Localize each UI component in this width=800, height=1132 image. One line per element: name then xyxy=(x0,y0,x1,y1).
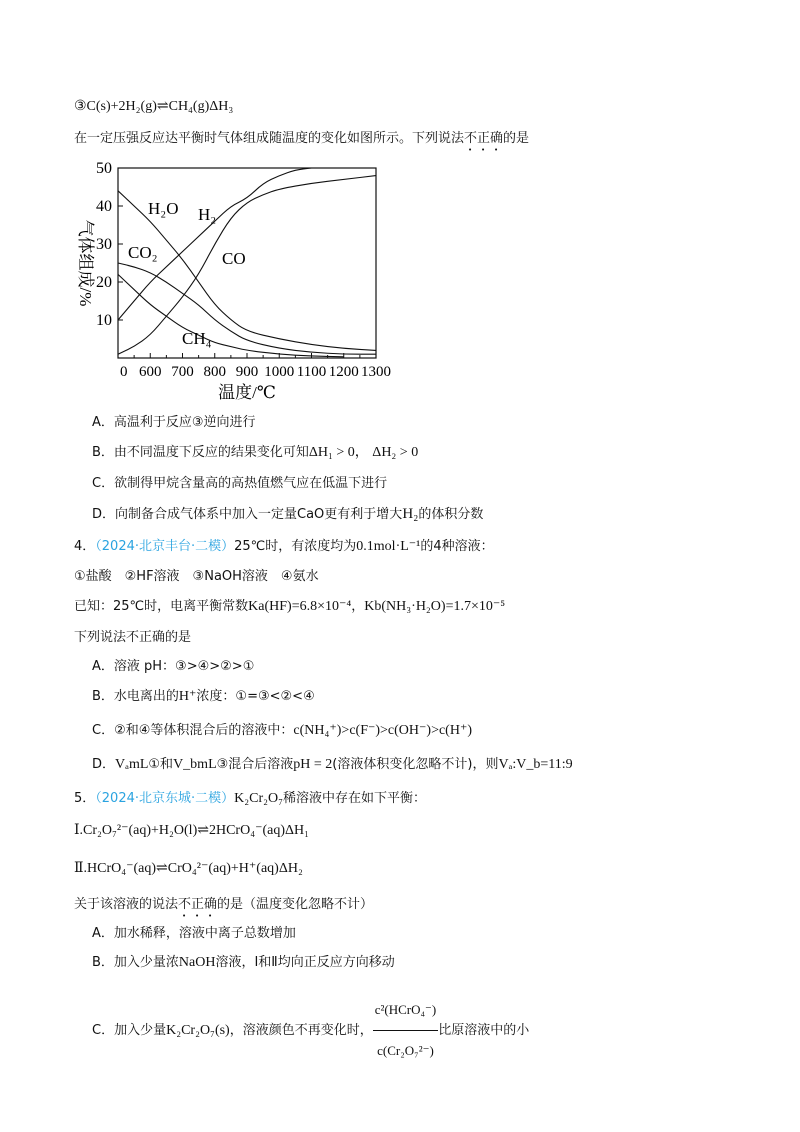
q4-option-d[interactable]: D．VₐmL①和V_bmL③混合后溶液pH = 2(溶液体积变化忽略不计)，则Vₐ:V_b=11:9 xyxy=(92,757,573,772)
equilibrium-1: Ⅰ.Cr₂O₇²⁻(aq)+H₂O(l)⇌2HCrO₄⁻(aq)ΔH₁ xyxy=(74,823,309,838)
composition-chart xyxy=(60,160,400,410)
q5-emphasis: 不正确 xyxy=(178,897,218,912)
q3-emphasis: 不正确 xyxy=(464,131,504,146)
q5-option-a[interactable]: A．加水稀释，溶液中离子总数增加 xyxy=(92,926,296,941)
x-tick-label: 600 xyxy=(139,364,162,380)
q3-option-d[interactable]: D．向制备合成气体系中加入一定量CaO更有利于增大H₂的体积分数 xyxy=(92,506,484,522)
q3-stem: 在一定压强反应达平衡时气体组成随温度的变化如图所示。下列说法不正确的是 xyxy=(74,131,530,146)
series-label-co: CO xyxy=(222,249,246,268)
q3-option-c[interactable]: C．欲制得甲烷含量高的高热值燃气应在低温下进行 xyxy=(92,476,388,491)
reaction-3: ③C(s)+2H₂(g)⇌CH₄(g)ΔH₃ xyxy=(74,99,234,114)
series-line-co2 xyxy=(118,263,376,354)
q4-known: 已知：25℃时，电离平衡常数Ka(HF)=6.8×10⁻⁴，Kb(NH₃·H₂O)=1.7×10⁻⁵ xyxy=(74,599,506,614)
y-axis-label: 气体组成/% xyxy=(76,219,95,307)
x-tick-label: 0 xyxy=(120,364,128,380)
series-label-co2: CO₂ xyxy=(128,243,158,262)
x-axis-label: 温度/℃ xyxy=(218,383,276,402)
q5-ask: 关于该溶液的说法不正确的是（温度变化忽略不计） xyxy=(74,897,374,912)
x-tick-label: 800 xyxy=(203,364,226,380)
q3-option-a[interactable]: A．高温利于反应③逆向进行 xyxy=(92,415,256,430)
y-tick-label: 40 xyxy=(96,198,112,215)
y-tick-label: 30 xyxy=(96,236,112,253)
q4-source: （2024·北京丰台·二模） xyxy=(95,539,235,554)
q4-option-a[interactable]: A．溶液 pH：③>④>②>① xyxy=(92,659,255,674)
q5-source: （2024·北京东城·二模） xyxy=(95,791,235,806)
series-label-h2o: H₂O xyxy=(148,199,179,218)
y-tick-label: 10 xyxy=(96,312,112,329)
q4-option-b[interactable]: B．水电离出的H⁺浓度：①=③<②<④ xyxy=(92,689,315,704)
q5-option-c[interactable]: C．加入少量K₂Cr₂O₇(s)，溶液颜色不再变化时， c²(HCrO₄⁻) c(Cr₂O₇²⁻) 比原溶液中的小 xyxy=(92,990,529,1071)
q5-stem: 5．（2024·北京东城·二模）K₂Cr₂O₇稀溶液中存在如下平衡： xyxy=(74,791,427,806)
q4-stem: 4．（2024·北京丰台·二模）25℃时，有浓度均为0.1mol·L⁻¹的4种溶液： xyxy=(74,539,494,554)
x-tick-label: 1200 xyxy=(328,364,359,380)
x-tick-label: 1100 xyxy=(296,364,327,380)
y-tick-label: 50 xyxy=(96,160,112,177)
q4-option-c[interactable]: C．②和④等体积混合后的溶液中：c(NH₄⁺)>c(F⁻)>c(OH⁻)>c(H⁺) xyxy=(92,723,473,738)
concentration-ratio: c²(HCrO₄⁻) c(Cr₂O₇²⁻) xyxy=(373,990,439,1071)
x-tick-label: 700 xyxy=(171,364,194,380)
q4-ask: 下列说法不正确的是 xyxy=(74,630,192,645)
x-tick-label: 1000 xyxy=(264,364,295,380)
x-tick-label: 1300 xyxy=(361,364,391,380)
y-tick-label: 20 xyxy=(96,274,112,291)
q5-option-b[interactable]: B．加入少量浓NaOH溶液，Ⅰ和Ⅱ均向正反应方向移动 xyxy=(92,955,395,970)
q3-option-b[interactable]: B．由不同温度下反应的结果变化可知ΔH₁ > 0， ΔH₂ > 0 xyxy=(92,445,419,460)
series-label-h2: H₂ xyxy=(198,205,217,224)
series-label-ch4: CH₄ xyxy=(182,329,212,348)
equilibrium-2: Ⅱ.HCrO₄⁻(aq)⇌CrO₄²⁻(aq)+H⁺(aq)ΔH₂ xyxy=(74,861,303,876)
q4-solutions: ①盐酸 ②HF溶液 ③NaOH溶液 ④氨水 xyxy=(74,569,319,584)
x-tick-label: 900 xyxy=(235,364,259,380)
